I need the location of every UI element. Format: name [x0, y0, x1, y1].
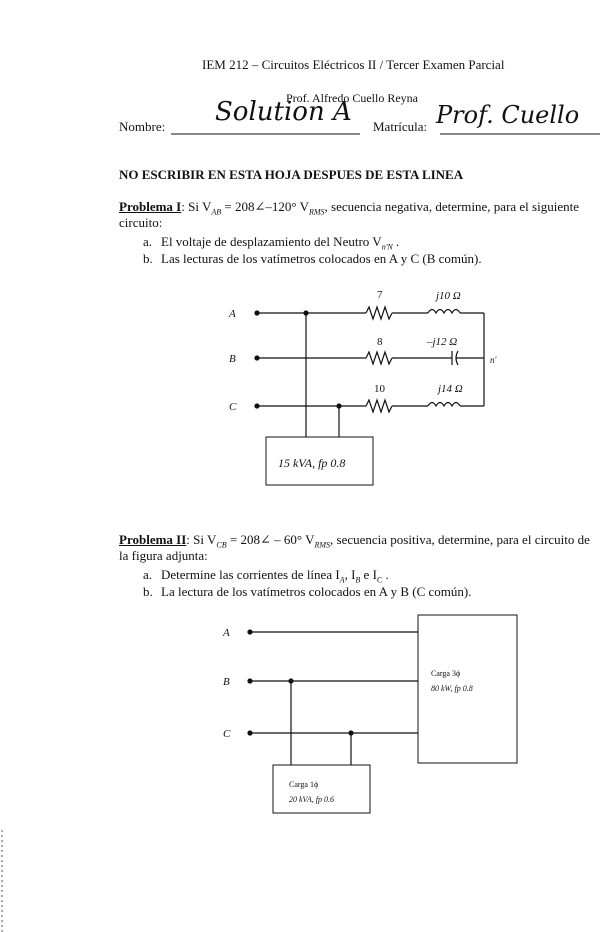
circuit1-node-a: A: [229, 308, 236, 320]
name-label: Nombre:: [119, 119, 166, 134]
problem2-title: Problema II: [119, 532, 187, 547]
load3-value: 80 kW, fp 0.8: [431, 684, 473, 693]
reactance-label-a: j10 Ω: [436, 290, 461, 302]
problem1-title: Problema I: [119, 199, 182, 214]
problem2-statement: Problema II: Si $V_{CB}$ = 208∠ – 60° $V_{RMS}$, secuencia positiva, determine, para el circuito de: [119, 532, 590, 550]
problem1-item-b-marker: b.: [143, 251, 153, 266]
resistor-label-a: 7: [377, 289, 383, 301]
id-label: Matrícula:: [373, 119, 428, 134]
problem2-statement-line2: la figura adjunta:: [119, 548, 208, 563]
name-value: Solution A: [215, 97, 352, 127]
problem2-item-b-marker: b.: [143, 584, 153, 599]
id-value: Prof. Cuello: [436, 101, 580, 129]
circuit1-node-c: C: [229, 401, 237, 413]
problem1-item-a-marker: a.: [143, 234, 153, 249]
professor-name: Prof. Alfredo Cuello Reyna: [286, 91, 418, 105]
load3-label: Carga 3ϕ: [431, 669, 461, 678]
course-title: IEM 212 – Circuitos Eléctricos II / Tercer Examen Parcial: [202, 57, 505, 72]
problem1-statement: Problema I: Si $V_{AB}$ = 208∠–120° $V_{RMS}$, secuencia negativa, determine, para el siguiente: [119, 199, 579, 217]
resistor-label-b: 8: [377, 336, 383, 348]
circuit2-node-a: A: [223, 627, 230, 639]
neutral-label: n': [490, 355, 497, 365]
reactance-label-b: –j12 Ω: [427, 336, 458, 348]
circuit2-node-b: B: [223, 676, 230, 688]
warning-line: NO ESCRIBIR EN ESTA HOJA DESPUES DE ESTA LINEA: [119, 167, 464, 182]
load1-value: 20 kVA, fp 0.6: [289, 795, 334, 804]
problem2-item-a: Determine las corrientes de línea $I_A$, $I_B$ e $I_C$ .: [161, 567, 389, 585]
circuit2-node-c: C: [223, 728, 231, 740]
problem2-item-b: La lectura de los vatímetros colocados en A y B (C común).: [161, 584, 472, 599]
circuit1-load: 15 kVA, fp 0.8: [278, 456, 346, 470]
problem2-item-a-marker: a.: [143, 567, 153, 582]
load1-label: Carga 1ϕ: [289, 780, 319, 789]
resistor-label-c: 10: [374, 383, 385, 395]
problem1-item-a: El voltaje de desplazamiento del Neutro $V_{n'N}$ .: [161, 234, 400, 252]
reactance-label-c: j14 Ω: [438, 383, 463, 395]
problem1-statement-line2: circuito:: [119, 215, 163, 230]
circuit1-node-b: B: [229, 353, 236, 365]
problem1-item-b: Las lecturas de los vatímetros colocados en A y C (B común).: [161, 251, 482, 266]
